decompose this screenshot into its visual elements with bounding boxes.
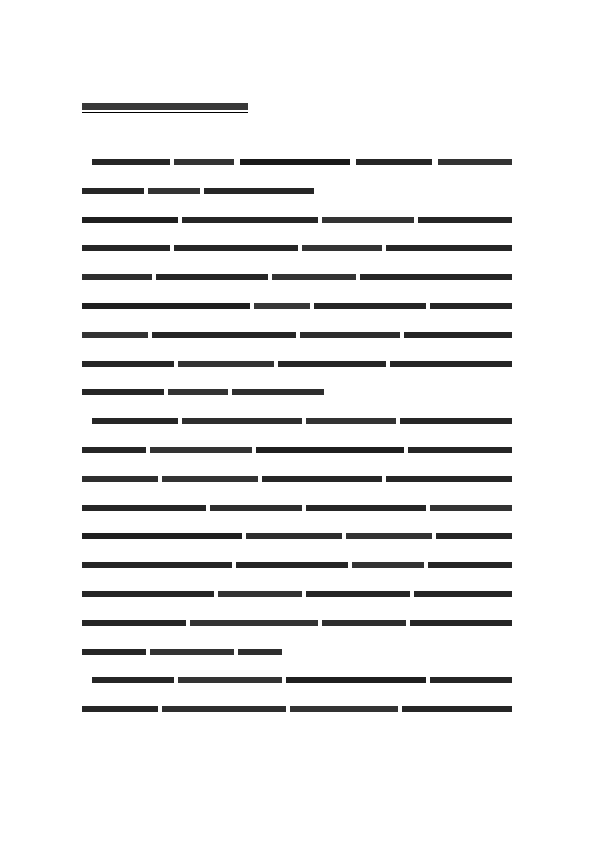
text-line-fragment [152,332,296,338]
text-line [82,638,512,667]
text-line-fragment [168,389,228,395]
text-line-fragment [402,706,512,712]
text-line-fragment [262,476,382,482]
text-line-fragment [438,159,512,165]
text-line [82,378,512,407]
text-line-fragment [150,649,234,655]
text-line-fragment [418,217,512,223]
text-line-fragment [286,677,426,683]
text-line-fragment [150,447,252,453]
text-line-fragment [302,245,382,251]
text-line-fragment [82,620,186,626]
text-line-fragment [174,245,298,251]
text-line [82,206,512,235]
document-heading [82,92,248,110]
text-line [82,666,512,695]
text-line [82,695,512,724]
text-line-fragment [156,274,268,280]
text-line-fragment [300,332,400,338]
text-line-fragment [414,591,512,597]
text-line-fragment [190,620,318,626]
text-line [82,551,512,580]
text-line-fragment [430,505,512,511]
text-line-fragment [360,274,512,280]
text-line-fragment [356,159,432,165]
paragraph [82,407,512,666]
document-body [82,148,512,724]
paragraph [82,666,512,724]
paragraph [82,206,512,408]
text-line-fragment [182,217,318,223]
text-line-fragment [272,274,356,280]
text-line-fragment [430,677,512,683]
text-line-fragment [386,245,512,251]
text-line-fragment [82,389,164,395]
text-line-fragment [218,591,302,597]
text-line-fragment [430,303,512,309]
text-line-fragment [174,159,234,165]
text-line [82,436,512,465]
text-line-fragment [240,159,350,165]
text-line-fragment [306,505,426,511]
text-line-fragment [82,591,214,597]
text-line [82,407,512,436]
text-line-fragment [82,649,146,655]
text-line [82,465,512,494]
text-line-fragment [82,476,158,482]
text-line [82,609,512,638]
text-line [82,321,512,350]
text-line [82,580,512,609]
text-line-fragment [178,361,274,367]
text-line [82,292,512,321]
text-line [82,234,512,263]
text-line-fragment [278,361,386,367]
text-line-fragment [410,620,512,626]
text-line-fragment [182,418,302,424]
text-line-fragment [162,706,286,712]
heading-text-illegible [82,103,248,110]
text-line [82,494,512,523]
text-line-fragment [82,533,242,539]
text-line-fragment [148,188,200,194]
text-line-fragment [428,562,512,568]
text-line-fragment [82,562,232,568]
text-line-fragment [82,245,170,251]
text-line-fragment [92,159,170,165]
text-line [82,148,512,177]
text-line-fragment [386,476,512,482]
text-line-fragment [162,476,258,482]
text-line-fragment [306,591,410,597]
text-line [82,263,512,292]
text-line-fragment [408,447,512,453]
heading-underline [82,112,248,113]
text-line-fragment [306,418,396,424]
text-line-fragment [92,418,178,424]
text-line-fragment [178,677,282,683]
text-line-fragment [92,677,174,683]
text-line-fragment [232,389,324,395]
text-line-fragment [82,361,174,367]
text-line-fragment [246,533,342,539]
text-line-fragment [238,649,282,655]
text-line-fragment [322,620,406,626]
text-line-fragment [82,188,144,194]
text-line-fragment [236,562,348,568]
text-line-fragment [82,303,250,309]
text-line [82,350,512,379]
text-line-fragment [436,533,512,539]
text-line-fragment [82,217,178,223]
text-line-fragment [346,533,432,539]
text-line-fragment [390,361,512,367]
text-line-fragment [210,505,302,511]
text-line-fragment [82,706,158,712]
text-line-fragment [82,505,206,511]
text-line-fragment [314,303,426,309]
text-line-fragment [204,188,314,194]
text-line-fragment [290,706,398,712]
text-line-fragment [82,447,146,453]
text-line-fragment [82,274,152,280]
text-line-fragment [400,418,512,424]
text-line-fragment [322,217,414,223]
text-line [82,522,512,551]
text-line-fragment [352,562,424,568]
text-line-fragment [404,332,512,338]
paragraph [82,148,512,206]
text-line [82,177,512,206]
text-line-fragment [254,303,310,309]
text-line-fragment [256,447,404,453]
text-line-fragment [82,332,148,338]
